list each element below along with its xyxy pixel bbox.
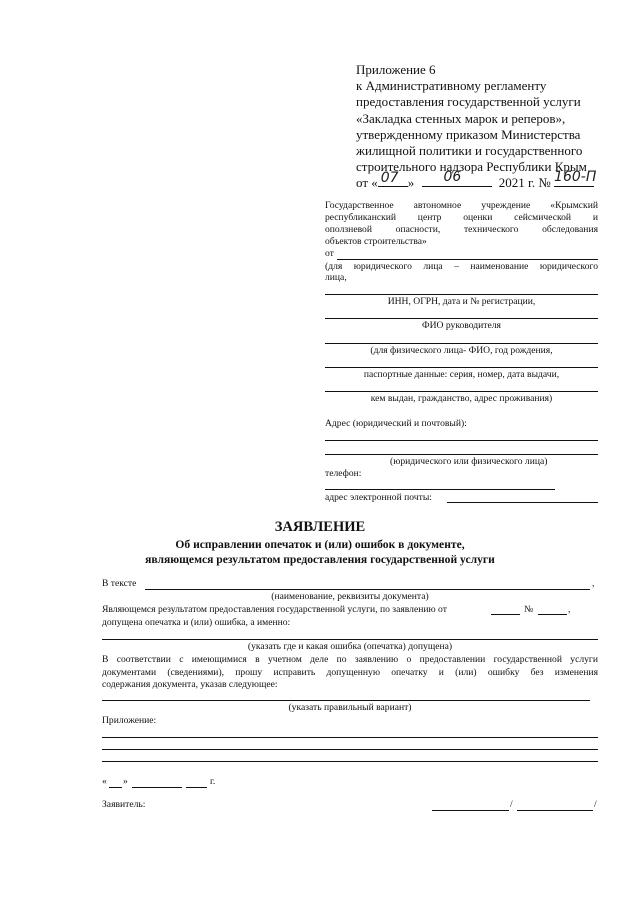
appendix-line: строительного надзора Республики Крым	[356, 159, 587, 175]
date-close-quote: »	[123, 776, 128, 787]
legal-note-line: лица,	[325, 272, 347, 283]
date-prefix: от «	[356, 175, 378, 191]
appendix-block	[356, 62, 597, 192]
sign-day-field-line[interactable]	[109, 787, 122, 788]
handwritten-month: 06	[443, 169, 462, 186]
result-comma: ,	[568, 604, 571, 615]
signature-slash: /	[510, 799, 513, 810]
appendix-date-line	[356, 169, 597, 192]
appendix-line: Приложение 6	[356, 62, 436, 77]
document-subtitle-1: Об исправлении опечаток и (или) ошибок в документе,	[175, 538, 465, 551]
day-field	[378, 170, 408, 187]
from-field-line[interactable]	[337, 259, 598, 260]
org-line: Государственное автономное учреждение «Крымский	[325, 200, 598, 211]
application-date-field-line[interactable]	[491, 614, 520, 615]
in-text-label: В тексте	[102, 578, 137, 589]
phys-field-line[interactable]	[325, 343, 598, 344]
document-title: ЗАЯВЛЕНИЕ	[274, 519, 366, 535]
handwritten-day: 07	[380, 170, 399, 187]
paragraph-line: документами (сведениями), прошу исправить допущенную опечатку и (или) ошибку без изменения	[102, 666, 598, 678]
attachment-field-line-1[interactable]	[102, 737, 598, 738]
from-label: от	[325, 248, 334, 259]
error-field-line[interactable]	[102, 639, 598, 640]
issued-caption: кем выдан, гражданство, адрес проживания)	[370, 393, 553, 404]
correct-variant-field-line[interactable]	[102, 700, 590, 701]
inn-field-line[interactable]	[325, 294, 598, 295]
error-caption: (указать где и какая ошибка (опечатка) допущена)	[247, 641, 453, 652]
correct-variant-caption: (указать правильный вариант)	[288, 702, 412, 713]
email-field-line[interactable]	[447, 502, 598, 503]
address-label: Адрес (юридический и почтовый):	[325, 418, 467, 429]
head-caption: ФИО руководителя	[422, 320, 501, 331]
address-field-line-1[interactable]	[325, 440, 598, 441]
signature-name-field-line[interactable]	[517, 810, 593, 811]
in-text-comma: ,	[592, 578, 595, 589]
legal-note-line: (для юридического лица – наименование юридического	[325, 261, 598, 272]
org-line: республиканский центр оценки сейсмической и	[325, 212, 598, 223]
signature-field-line[interactable]	[432, 810, 509, 811]
application-number-field-line[interactable]	[538, 614, 567, 615]
issued-field-line[interactable]	[325, 391, 598, 392]
appendix-line: «Закладка стенных марок и реперов»,	[356, 110, 566, 126]
result-text: Являющемся результатом предоставления государственной услуги, по заявлению от	[102, 604, 447, 615]
year-suffix: г.	[210, 776, 216, 787]
appendix-line: предоставления государственной услуги	[356, 94, 581, 110]
number-sign: №	[524, 604, 534, 615]
applicant-label: Заявитель:	[102, 799, 146, 810]
org-line: оползневой опасности, технического обследования	[325, 224, 598, 235]
year-text: 2021 г. №	[498, 175, 551, 191]
sign-year-field-line[interactable]	[186, 787, 207, 788]
phone-field-line[interactable]	[325, 489, 555, 490]
appendix-line: к Административному регламенту	[356, 78, 547, 94]
document-name-field-line[interactable]	[145, 589, 590, 590]
paragraph-line: В соответствии с имеющимися в учетном деле по заявлению о предоставлении государственной услуги	[102, 654, 598, 665]
head-field-line[interactable]	[325, 318, 598, 319]
attachment-field-line-2[interactable]	[102, 749, 598, 750]
paragraph-line: содержания документа, указав следующее:	[102, 679, 278, 690]
phone-label: телефон:	[325, 468, 362, 479]
date-open-quote: «	[102, 776, 107, 787]
month-field	[422, 169, 492, 187]
passport-field-line[interactable]	[325, 367, 598, 368]
handwritten-number: 160-П	[554, 169, 597, 186]
inn-caption: ИНН, ОГРН, дата и № регистрации,	[387, 296, 536, 307]
org-line-last: объектов строительства»	[325, 236, 427, 247]
document-subtitle-2: являющемся результатом предоставления государственной услуги	[145, 553, 495, 566]
attachment-label: Приложение:	[102, 715, 157, 726]
address-caption: (юридического или физического лица)	[390, 456, 548, 467]
day-close: »	[407, 175, 415, 191]
legal-note	[325, 261, 598, 283]
request-paragraph	[102, 654, 598, 692]
address-field-line-2[interactable]	[325, 454, 598, 455]
phys-caption: (для физического лица- ФИО, год рождения,	[370, 345, 553, 356]
addressee-block	[325, 200, 598, 248]
attachment-field-line-3[interactable]	[102, 761, 598, 762]
passport-caption: паспортные данные: серия, номер, дата выдачи,	[363, 369, 560, 380]
email-label: адрес электронной почты:	[325, 492, 432, 503]
appendix-line: жилищной политики и государственного	[356, 143, 583, 159]
document-name-caption: (наименование, реквизиты документа)	[271, 591, 429, 602]
number-field	[554, 169, 597, 187]
error-text: допущена опечатка и (или) ошибка, а именно:	[102, 617, 291, 628]
signature-slash-end: /	[594, 799, 597, 810]
sign-month-field-line[interactable]	[132, 787, 182, 788]
appendix-line: утвержденному приказом Министерства	[356, 126, 581, 142]
